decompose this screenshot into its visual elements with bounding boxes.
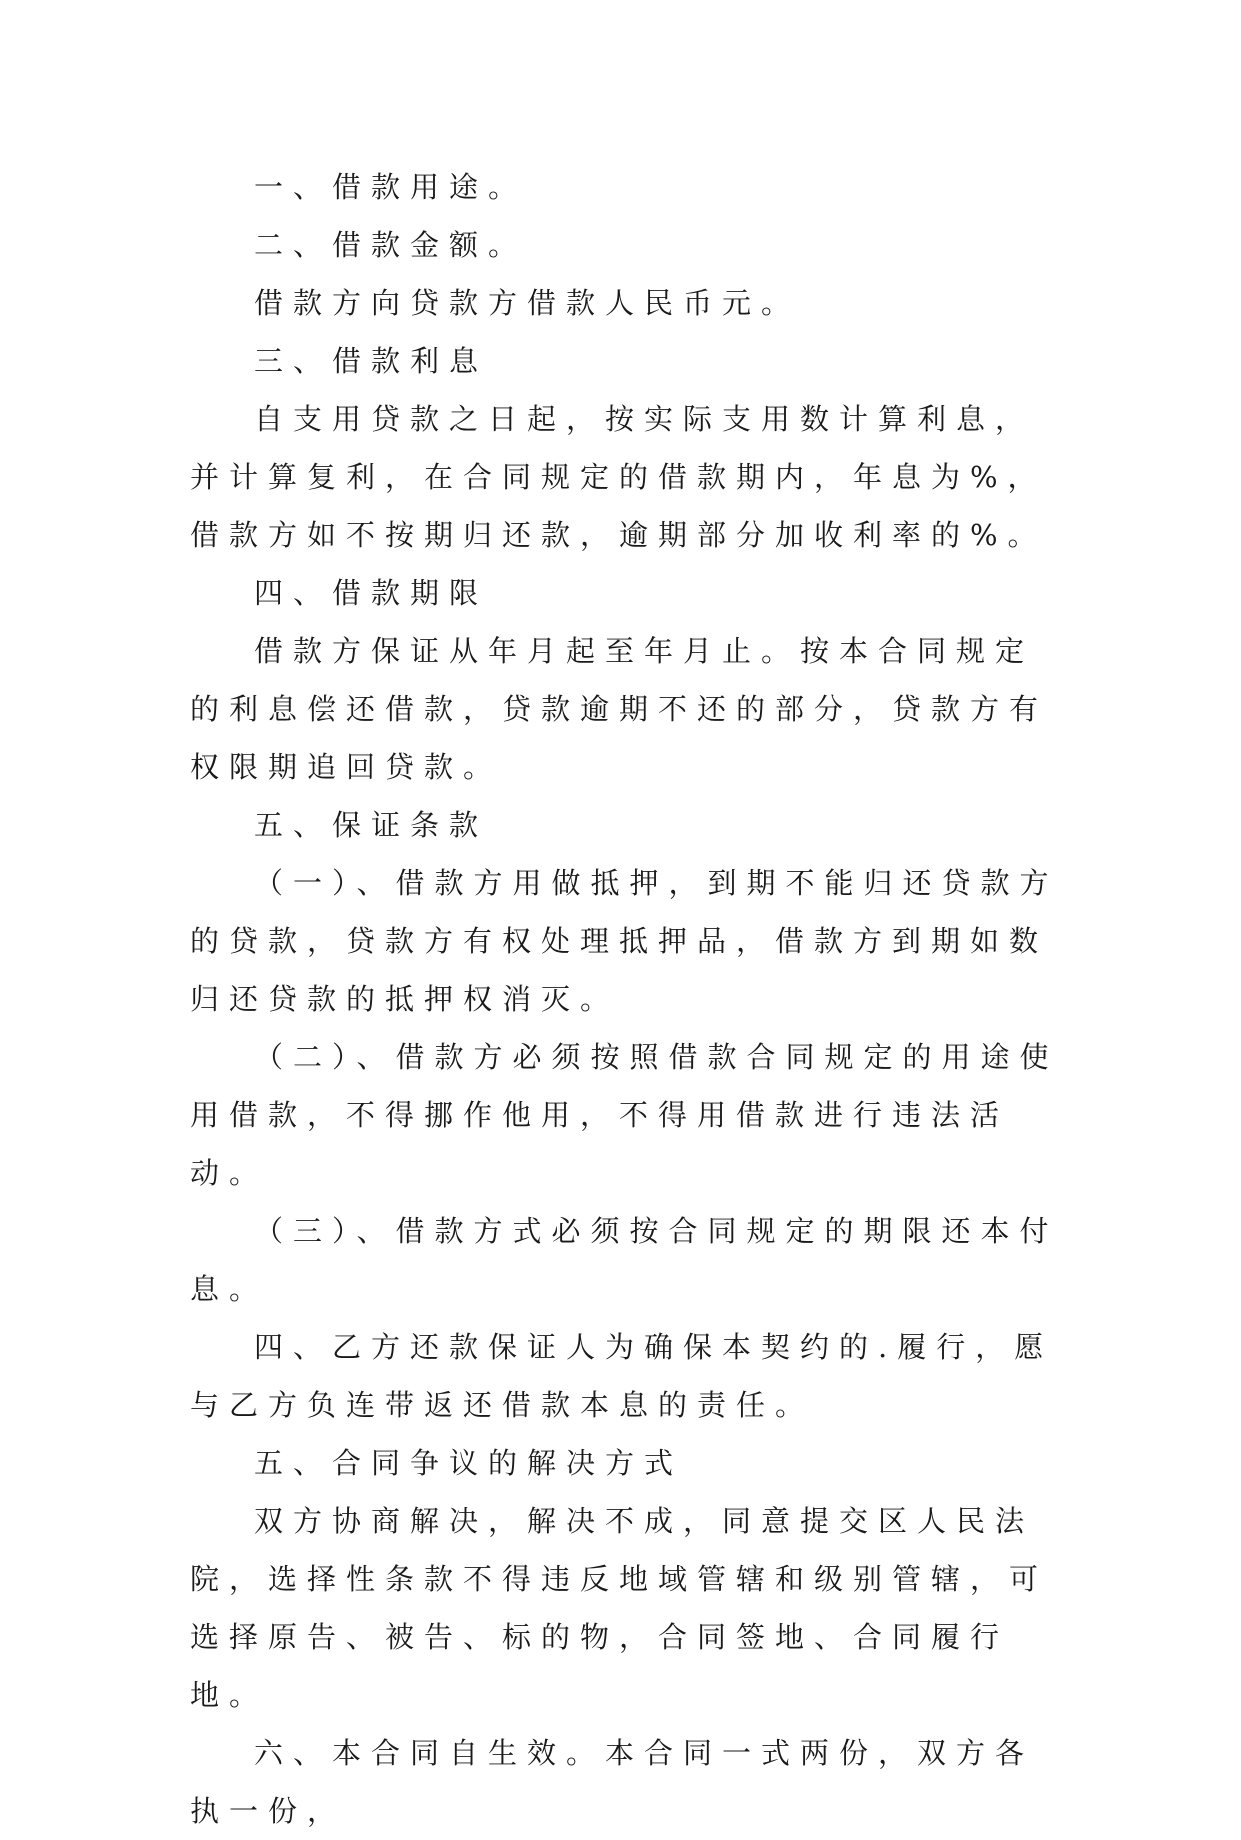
heading-loan-amount: 二、借款金额。 bbox=[254, 228, 528, 262]
paragraph-loan-amount: 借款方向贷款方借款人民币元。 bbox=[254, 286, 801, 320]
heading-dispute-resolution: 五、合同争议的解决方式 bbox=[254, 1446, 684, 1480]
heading-loan-purpose: 一、借款用途。 bbox=[254, 170, 528, 204]
heading-loan-interest: 三、借款利息 bbox=[254, 344, 489, 378]
paragraph-guarantor: 四、乙方还款保证人为确保本契约的.履行，愿与乙方负连带返还借款本息的责任。 bbox=[190, 1330, 1054, 1422]
paragraph-guarantee-1: （一）、借款方用做抵押，到期不能归还贷款方的贷款，贷款方有权处理抵押品，借款方到期如数归还贷款的抵押权消灭。 bbox=[190, 866, 1059, 1016]
paragraph-dispute-resolution: 双方协商解决，解决不成，同意提交区人民法院，选择性条款不得违反地域管辖和级别管辖，可选择原告、被告、标的物，合同签地、合同履行地。 bbox=[190, 1504, 1049, 1712]
paragraph-effectiveness: 六、本合同自生效。本合同一式两份，双方各执一份， bbox=[190, 1736, 1035, 1828]
heading-loan-term: 四、借款期限 bbox=[254, 576, 489, 610]
document-body bbox=[190, 158, 1070, 1840]
heading-guarantee-terms: 五、保证条款 bbox=[254, 808, 489, 842]
paragraph-guarantee-2: （二）、借款方必须按照借款合同规定的用途使用借款，不得挪作他用，不得用借款进行违法活动。 bbox=[190, 1040, 1059, 1190]
paragraph-guarantee-3: （三）、借款方式必须按合同规定的期限还本付息。 bbox=[190, 1214, 1059, 1306]
paragraph-loan-term: 借款方保证从年月起至年月止。按本合同规定的利息偿还借款，贷款逾期不还的部分，贷款方有权限期追回贷款。 bbox=[190, 634, 1049, 784]
paragraph-loan-interest: 自支用贷款之日起，按实际支用数计算利息，并计算复利，在合同规定的借款期内，年息为%，借款方如不按期归还款，逾期部分加收利率的%。 bbox=[190, 402, 1047, 552]
